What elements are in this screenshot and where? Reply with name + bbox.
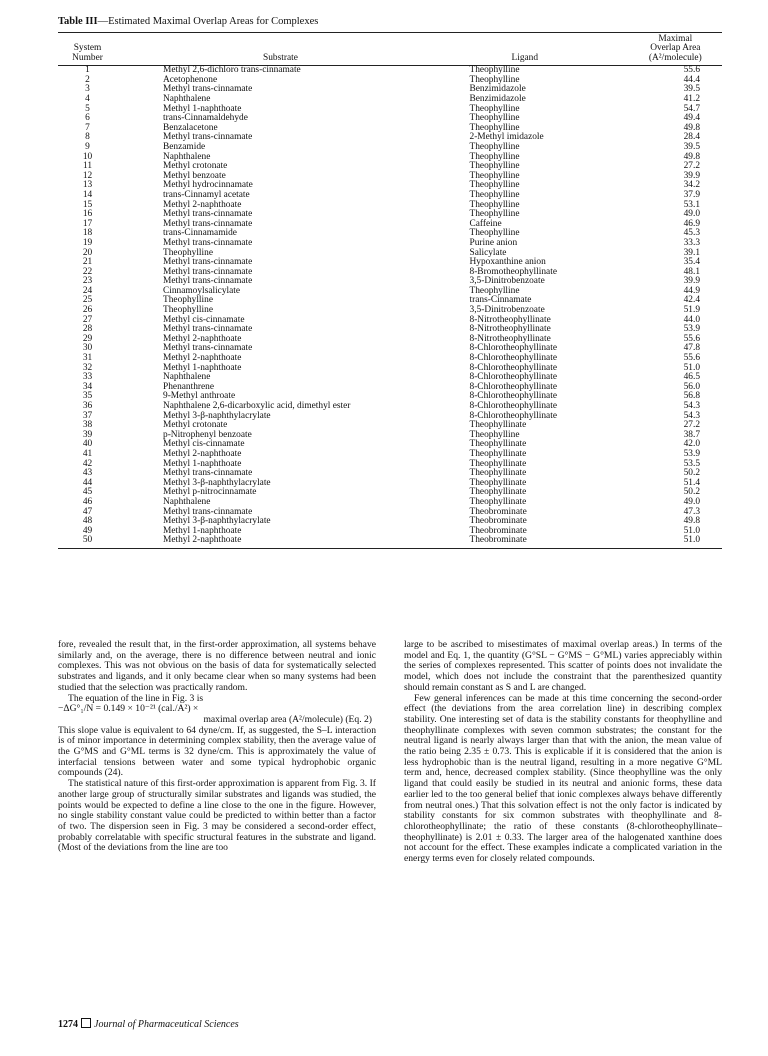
cell-ligand: Purine anion: [469, 237, 518, 248]
table-row: [58, 536, 722, 546]
cell-overlap-area: 42.4: [683, 295, 700, 306]
cell-overlap-area: 53.9: [683, 448, 700, 459]
cell-overlap-area: 39.9: [683, 170, 700, 181]
table-row: [58, 76, 722, 86]
cell-ligand: Theophylline: [469, 189, 520, 200]
cell-substrate: Methyl trans-cinnamate: [163, 209, 253, 220]
cell-system-number: 49: [82, 525, 93, 536]
cell-substrate: Methyl trans-cinnamate: [163, 266, 253, 277]
cell-ligand: trans-Cinnamate: [469, 295, 532, 306]
cell-system-number: 23: [82, 276, 93, 287]
table-row: [58, 412, 722, 422]
table-row: [58, 210, 722, 220]
cell-overlap-area: 53.1: [683, 199, 700, 210]
cell-ligand: Benzimidazole: [469, 94, 526, 104]
cell-system-number: 2: [85, 74, 90, 85]
cell-substrate: Methyl trans-cinnamate: [163, 218, 253, 229]
cell-ligand: 8-Chlorotheophyllinate: [469, 353, 557, 364]
cell-overlap-area: 49.8: [683, 151, 700, 162]
table-row: [58, 201, 722, 211]
cell-substrate: trans-Cinnamaldehyde: [163, 113, 248, 124]
cell-ligand: Theophylline: [469, 141, 520, 152]
cell-overlap-area: 49.0: [683, 209, 700, 220]
table-row: [58, 421, 722, 431]
cell-substrate: Phenanthrene: [163, 381, 215, 392]
cell-ligand: Theobrominate: [469, 516, 527, 527]
cell-system-number: 15: [82, 199, 93, 210]
cell-overlap-area: 48.1: [683, 266, 700, 277]
left-paragraph-1: fore, revealed the result that, in the first-order approximation, all systems behave similarly and, on the average, there is no difference between neutral and ionic complexes. This was not obvious on the basis of data for systematically selected substrates and ligands, and it only became clear when so many systems had been studied that the selection was practically random.: [58, 639, 376, 693]
cell-ligand: Caffeine: [469, 218, 502, 229]
cell-ligand: Theophylline: [469, 429, 520, 440]
cell-substrate: Methyl p-nitrocinnamate: [163, 487, 257, 498]
table-bottom-rule: [58, 548, 722, 549]
table-caption: —Estimated Maximal Overlap Areas for Complexes: [97, 16, 319, 27]
header-substrate: Substrate: [263, 52, 298, 63]
page-footer: [58, 1018, 239, 1030]
cell-ligand: Theophyllinate: [469, 448, 527, 459]
cell-overlap-area: 33.3: [683, 237, 700, 248]
table-row: [58, 479, 722, 489]
cell-substrate: Methyl 1-naphthoate: [163, 103, 242, 114]
cell-substrate: Naphthalene: [163, 151, 211, 162]
cell-system-number: 35: [82, 391, 93, 402]
cell-system-number: 8: [85, 132, 90, 143]
cell-overlap-area: 49.4: [683, 113, 700, 124]
cell-ligand: Theophyllinate: [469, 477, 527, 488]
cell-overlap-area: 39.5: [683, 84, 700, 95]
table-row: [58, 517, 722, 527]
cell-overlap-area: 44.9: [683, 285, 700, 296]
cell-substrate: Methyl trans-cinnamate: [163, 324, 253, 335]
cell-system-number: 19: [82, 237, 93, 248]
table-row: [58, 105, 722, 115]
table-row: [58, 114, 722, 124]
cell-system-number: 11: [82, 161, 93, 172]
cell-ligand: Hypoxanthine anion: [469, 257, 546, 268]
cell-ligand: 8-Chlorotheophyllinate: [469, 410, 557, 421]
table-row: [58, 460, 722, 470]
table-row: [58, 66, 722, 76]
cell-substrate: Methyl 1-naphthoate: [163, 362, 242, 373]
cell-overlap-area: 51.0: [683, 362, 700, 373]
cell-ligand: Theobrominate: [469, 525, 527, 536]
cell-ligand: Theophylline: [469, 65, 520, 76]
table-row: [58, 133, 722, 143]
cell-system-number: 16: [82, 209, 93, 220]
cell-overlap-area: 51.4: [683, 477, 700, 488]
cell-substrate: Acetophenone: [163, 74, 218, 85]
table-row: [58, 373, 722, 383]
table-row: [58, 181, 722, 191]
cell-overlap-area: 54.3: [683, 410, 700, 421]
table-row: [58, 258, 722, 268]
cell-substrate: Naphthalene: [163, 372, 211, 383]
cell-system-number: 34: [82, 381, 93, 392]
cell-overlap-area: 54.3: [683, 401, 700, 411]
cell-system-number: 7: [85, 122, 90, 133]
cell-overlap-area: 49.8: [683, 516, 700, 527]
cell-system-number: 45: [82, 487, 93, 498]
left-paragraph-4: The statistical nature of this first-order approximation is apparent from Fig. 3. If another large group of structurally similar substrates and ligands was studied, the points would be expected to define a line close to the one in the figure. However, no single stability constant value could be predicted to within better than a factor of two. The dispersion seen in Fig. 3 may be considered a second-order effect, probably correlatable with specific structural features in the substrate and ligand. (Most of the deviations from the line are too: [58, 778, 376, 854]
cell-system-number: 33: [82, 372, 93, 383]
body-text: [58, 640, 722, 865]
cell-system-number: 30: [82, 343, 93, 354]
header-system: System Number: [72, 43, 103, 63]
cell-ligand: 8-Chlorotheophyllinate: [469, 381, 557, 392]
right-paragraph-2: Few general inferences can be made at this time concerning the second-order effect (the deviations from the area correlation line) in describing complex stability. One interesting set of data is the stability constants for theophylline and theophyllinate complexes with seven common substrates; the constant for the neutral ligand is nearly always larger than that with the anion, the mean value of the ratio being 2.35 ± 0.73. This is explicable if it is considered that the anion is less hydrophobic than is the neutral ligand, resulting in a more negative G°ML term and, hence, decreased complex stability. (Since theophylline was the only ligand that could easily be studied in its neutral and anionic forms, these data earlier led to the too general belief that ionic complexes always behave differently from neutral ones.) That this solvation effect is not the only factor is indicated by stability constants for six common substrates with theophyllinate and 8-chlorotheophyllinate; the ratio of these constants (8-chlorotheophyllinate–theophyllinate) is 2.01 ± 0.33. The larger area of the halogenated xanthine does not account for the effect. These examples indicate a complicated variation in the energy terms even for closely related compounds.: [404, 692, 722, 865]
cell-substrate: trans-Cinnamamide: [163, 228, 237, 239]
cell-ligand: 8-Chlorotheophyllinate: [469, 372, 557, 383]
cell-substrate: Methyl 2-naphthoate: [163, 333, 242, 344]
cell-ligand: Theophyllinate: [469, 468, 527, 479]
cell-ligand: 8-Nitrotheophyllinate: [469, 314, 551, 325]
cell-system-number: 28: [82, 324, 93, 335]
cell-overlap-area: 35.4: [683, 257, 700, 268]
cell-ligand: Theophyllinate: [469, 458, 527, 469]
cell-system-number: 31: [82, 353, 93, 364]
cell-overlap-area: 39.9: [683, 276, 700, 287]
table-row: [58, 354, 722, 364]
cell-overlap-area: 44.4: [683, 74, 700, 85]
cell-ligand: Theophylline: [469, 161, 520, 172]
cell-overlap-area: 49.0: [683, 496, 700, 507]
cell-substrate: Methyl 3-β-naphthylacrylate: [163, 477, 271, 488]
cell-ligand: Theophylline: [469, 199, 520, 210]
table-title: [58, 16, 722, 27]
table-row: [58, 440, 722, 450]
cell-ligand: Theobrominate: [469, 506, 527, 517]
table-row: [58, 316, 722, 326]
table-row: [58, 229, 722, 239]
cell-substrate: Methyl cis-cinnamate: [163, 314, 245, 325]
cell-substrate: Naphthalene: [163, 496, 211, 507]
cell-substrate: Benzalacetone: [163, 122, 218, 133]
cell-substrate: Theophylline: [163, 305, 213, 316]
cell-overlap-area: 50.2: [683, 487, 700, 498]
cell-substrate: Methyl trans-cinnamate: [163, 506, 253, 517]
cell-overlap-area: 49.8: [683, 122, 700, 133]
table-row: [58, 277, 722, 287]
cell-overlap-area: 46.5: [683, 372, 700, 383]
cell-substrate: Methyl 3-β-naphthylacrylate: [163, 410, 271, 421]
left-column: [58, 640, 376, 865]
cell-overlap-area: 56.8: [683, 391, 700, 402]
cell-system-number: 9: [85, 141, 90, 152]
cell-substrate: Methyl hydrocinnamate: [163, 180, 253, 191]
cell-overlap-area: 53.9: [683, 324, 700, 335]
cell-system-number: 25: [82, 295, 93, 306]
cell-substrate: Methyl cis-cinnamate: [163, 439, 245, 450]
cell-system-number: 32: [82, 362, 93, 373]
cell-substrate: Methyl trans-cinnamate: [163, 276, 253, 287]
cell-ligand: Theobrominate: [469, 535, 527, 546]
cell-overlap-area: 47.8: [683, 343, 700, 354]
cell-substrate: Cinnamoylsalicylate: [163, 285, 241, 296]
cell-overlap-area: 27.2: [683, 420, 700, 431]
cell-substrate: Methyl 1-naphthoate: [163, 458, 242, 469]
cell-ligand: 8-Nitrotheophyllinate: [469, 333, 551, 344]
table-body: [58, 66, 722, 546]
cell-overlap-area: 45.3: [683, 228, 700, 239]
cell-system-number: 20: [82, 247, 93, 258]
table-row: [58, 383, 722, 393]
cell-overlap-area: 55.6: [683, 65, 700, 76]
cell-substrate: p-Nitrophenyl benzoate: [163, 429, 252, 440]
table-row: [58, 143, 722, 153]
cell-overlap-area: 38.7: [683, 429, 700, 440]
cell-ligand: Theophylline: [469, 122, 520, 133]
cell-system-number: 13: [82, 180, 93, 191]
cell-substrate: Methyl trans-cinnamate: [163, 237, 253, 248]
equation-right: maximal overlap area (A²/molecule) (Eq. 2): [203, 713, 372, 725]
cell-system-number: 29: [82, 333, 93, 344]
cell-overlap-area: 37.9: [683, 189, 700, 200]
page-number: 1274: [58, 1019, 78, 1030]
cell-system-number: 47: [82, 506, 93, 517]
cell-ligand: 3,5-Dinitrobenzoate: [469, 276, 545, 287]
cell-ligand: 8-Bromotheophyllinate: [469, 266, 557, 277]
cell-ligand: Theophylline: [469, 151, 520, 162]
table-row: [58, 191, 722, 201]
cell-substrate: Naphthalene 2,6-dicarboxylic acid, dimethyl ester: [163, 401, 351, 411]
cell-substrate: 9-Methyl anthroate: [163, 391, 236, 402]
cell-overlap-area: 42.0: [683, 439, 700, 450]
cell-system-number: 1: [85, 65, 90, 76]
table-row: [58, 335, 722, 345]
cell-overlap-area: 56.0: [683, 381, 700, 392]
cell-ligand: Theophylline: [469, 170, 520, 181]
cell-substrate: Naphthalene: [163, 94, 211, 104]
cell-system-number: 46: [82, 496, 93, 507]
cell-system-number: 39: [82, 429, 93, 440]
cell-substrate: Methyl trans-cinnamate: [163, 84, 253, 95]
cell-ligand: 3,5-Dinitrobenzoate: [469, 305, 545, 316]
table-row: [58, 450, 722, 460]
table-row: [58, 364, 722, 374]
cell-ligand: Theophylline: [469, 74, 520, 85]
table-label: Table III: [58, 16, 98, 27]
cell-ligand: Theophylline: [469, 103, 520, 114]
cell-substrate: Theophylline: [163, 295, 213, 306]
table-row: [58, 325, 722, 335]
table-row: [58, 268, 722, 278]
cell-system-number: 27: [82, 314, 93, 325]
table-row: [58, 287, 722, 297]
cell-substrate: Methyl 2-naphthoate: [163, 535, 242, 546]
cell-substrate: Benzamide: [163, 141, 206, 152]
table-row: [58, 95, 722, 105]
table-row: [58, 344, 722, 354]
cell-ligand: Theophyllinate: [469, 487, 527, 498]
cell-overlap-area: 47.3: [683, 506, 700, 517]
table-row: [58, 527, 722, 537]
cell-overlap-area: 51.0: [683, 525, 700, 536]
table-row: [58, 431, 722, 441]
cell-substrate: Methyl crotonate: [163, 161, 228, 172]
cell-ligand: Theophyllinate: [469, 439, 527, 450]
cell-system-number: 14: [82, 189, 93, 200]
cell-overlap-area: 39.1: [683, 247, 700, 258]
cell-system-number: 40: [82, 439, 93, 450]
cell-substrate: Methyl trans-cinnamate: [163, 132, 253, 143]
cell-system-number: 12: [82, 170, 93, 181]
cell-ligand: 8-Chlorotheophyllinate: [469, 391, 557, 402]
right-column: [404, 640, 722, 865]
table-row: [58, 162, 722, 172]
cell-ligand: 8-Chlorotheophyllinate: [469, 401, 557, 411]
cell-overlap-area: 27.2: [683, 161, 700, 172]
overlap-table: [58, 33, 722, 546]
right-paragraph-1: large to be ascribed to misestimates of maximal overlap areas.) In terms of the model and Eq. 1, the quantity (G°SL − G°MS − G°ML) varies appreciably within the series of complexes represented. This scatter of points does not invalidate the model, which does not include the constraint that the parenthesized quantity should remain constant as S and L are changed.: [404, 639, 722, 693]
table-header-row: [58, 33, 722, 65]
cell-system-number: 50: [82, 535, 93, 546]
cell-overlap-area: 55.6: [683, 353, 700, 364]
cell-system-number: 42: [82, 458, 93, 469]
cell-overlap-area: 50.2: [683, 468, 700, 479]
table-row: [58, 85, 722, 95]
cell-ligand: 8-Chlorotheophyllinate: [469, 362, 557, 373]
table-row: [58, 172, 722, 182]
cell-substrate: Methyl 2-naphthoate: [163, 353, 242, 364]
cell-ligand: Theophyllinate: [469, 496, 527, 507]
cell-ligand: Theophylline: [469, 209, 520, 220]
cell-ligand: Salicylate: [469, 247, 507, 258]
table-row: [58, 306, 722, 316]
table-row: [58, 220, 722, 230]
table-row: [58, 498, 722, 508]
equation-left: −ΔG°₁/N = 0.149 × 10⁻²¹ (cal./A²) ×: [58, 703, 199, 715]
cell-system-number: 22: [82, 266, 93, 277]
cell-substrate: Methyl 2-naphthoate: [163, 448, 242, 459]
cell-system-number: 17: [82, 218, 93, 229]
cell-substrate: Theophylline: [163, 247, 213, 258]
cell-system-number: 38: [82, 420, 93, 431]
cell-substrate: Methyl trans-cinnamate: [163, 468, 253, 479]
cell-substrate: Methyl trans-cinnamate: [163, 257, 253, 268]
cell-substrate: Methyl 1-naphthoate: [163, 525, 242, 536]
cell-overlap-area: 46.9: [683, 218, 700, 229]
cell-overlap-area: 44.0: [683, 314, 700, 325]
cell-system-number: 18: [82, 228, 93, 239]
table-row: [58, 124, 722, 134]
table-row: [58, 402, 722, 412]
box-icon: [81, 1018, 91, 1028]
cell-system-number: 4: [85, 94, 90, 104]
cell-overlap-area: 41.2: [683, 94, 700, 104]
cell-ligand: Theophylline: [469, 113, 520, 124]
header-area: Maximal Overlap Area (A²/molecule): [648, 34, 702, 63]
cell-substrate: Methyl benzoate: [163, 170, 226, 181]
cell-substrate: Methyl 2-naphthoate: [163, 199, 242, 210]
cell-ligand: Theophyllinate: [469, 420, 527, 431]
header-ligand: Ligand: [511, 52, 539, 63]
cell-system-number: 37: [82, 410, 93, 421]
table-section: [58, 16, 722, 549]
table-row: [58, 296, 722, 306]
cell-overlap-area: 55.6: [683, 333, 700, 344]
table-row: [58, 392, 722, 402]
cell-substrate: Methyl crotonate: [163, 420, 228, 431]
table-row: [58, 249, 722, 259]
cell-system-number: 41: [82, 448, 93, 459]
cell-overlap-area: 54.7: [683, 103, 700, 114]
left-paragraph-2: The equation of the line in Fig. 3 is: [68, 692, 204, 704]
table-row: [58, 508, 722, 518]
left-paragraph-3: This slope value is equivalent to 64 dyne/cm. If, as suggested, the S–L interaction is of minor importance in determining complex stability, then the average value of the G°MS and G°ML terms is 32 dyne/cm. This is approximately the value of interfacial tensions between water and some typical hydrophobic organic compounds (24).: [58, 724, 376, 779]
equation-2: [58, 704, 376, 725]
cell-system-number: 24: [82, 285, 93, 296]
cell-ligand: 8-Chlorotheophyllinate: [469, 343, 557, 354]
table-row: [58, 469, 722, 479]
cell-substrate: Methyl 3-β-naphthylacrylate: [163, 516, 271, 527]
cell-substrate: Methyl 2,6-dichloro trans-cinnamate: [163, 65, 301, 76]
cell-system-number: 36: [82, 401, 93, 411]
cell-system-number: 26: [82, 305, 93, 316]
cell-substrate: trans-Cinnamyl acetate: [163, 189, 250, 200]
cell-system-number: 43: [82, 468, 93, 479]
cell-overlap-area: 34.2: [683, 180, 700, 191]
cell-ligand: Theophylline: [469, 180, 520, 191]
cell-overlap-area: 39.5: [683, 141, 700, 152]
cell-system-number: 48: [82, 516, 93, 527]
cell-system-number: 6: [85, 113, 90, 124]
cell-system-number: 10: [82, 151, 93, 162]
cell-ligand: Benzimidazole: [469, 84, 526, 95]
cell-ligand: Theophylline: [469, 285, 520, 296]
cell-ligand: 8-Nitrotheophyllinate: [469, 324, 551, 335]
table-row: [58, 153, 722, 163]
cell-overlap-area: 53.5: [683, 458, 700, 469]
journal-name: Journal of Pharmaceutical Sciences: [94, 1019, 239, 1030]
cell-system-number: 5: [85, 103, 90, 114]
cell-substrate: Methyl trans-cinnamate: [163, 343, 253, 354]
cell-system-number: 21: [82, 257, 93, 268]
cell-system-number: 3: [85, 84, 90, 95]
cell-overlap-area: 28.4: [683, 132, 700, 143]
cell-overlap-area: 51.0: [683, 535, 700, 546]
cell-system-number: 44: [82, 477, 93, 488]
cell-ligand: 2-Methyl imidazole: [469, 132, 544, 143]
cell-ligand: Theophylline: [469, 228, 520, 239]
table-row: [58, 488, 722, 498]
cell-overlap-area: 51.9: [683, 305, 700, 316]
table-row: [58, 239, 722, 249]
